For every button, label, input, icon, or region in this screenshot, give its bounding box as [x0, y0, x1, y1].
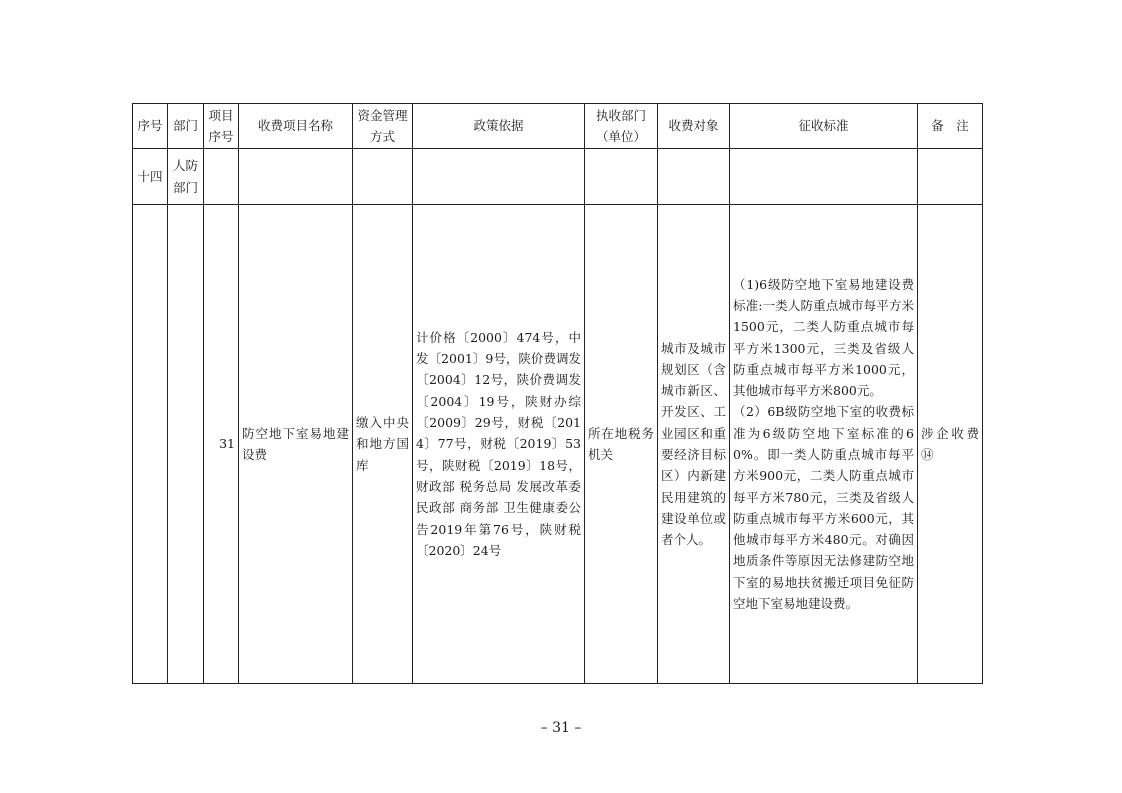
fee-table	[132, 103, 983, 684]
empty-cell	[204, 149, 239, 205]
item-seq: 31	[204, 205, 239, 684]
header-standard: 征收标准	[730, 104, 918, 149]
section-row	[133, 149, 983, 205]
empty-cell	[730, 149, 918, 205]
remark: 涉企收费⑭	[918, 205, 983, 684]
empty-cell	[353, 149, 413, 205]
empty-cell	[413, 149, 585, 205]
header-row	[133, 104, 983, 149]
item-name: 防空地下室易地建设费	[239, 205, 353, 684]
empty-cell	[918, 149, 983, 205]
section-dept: 人防部门	[168, 149, 204, 205]
header-payer: 收费对象	[658, 104, 730, 149]
standard-item-1: （1)6级防空地下室易地建设费标准:一类人防重点城市每平方米1500元，二类人防重点城市每平方米1300元，三类及省级人防重点城市每平方米1000元，其他城市每平方米800元。	[733, 276, 914, 399]
empty-cell	[168, 205, 204, 684]
table-row	[133, 205, 983, 684]
empty-cell	[239, 149, 353, 205]
header-item-name: 收费项目名称	[239, 104, 353, 149]
standard-item-2: （2）6B级防空地下室的收费标准为6级防空地下室标准的60%。即一类人防重点城市每平方米900元，二类人防重点城市每平方米780元，三类及省级人防重点城市每平方米600元，其他城市每平方米480元。对确因地质条件等原因无法修建防空地下室的易地扶贫搬迁项目免征防空地下室易地建设费。	[733, 404, 914, 612]
section-seq: 十四	[133, 149, 168, 205]
header-seq: 序号	[133, 104, 168, 149]
page-number: – 31 –	[540, 720, 582, 736]
header-collector: 执收部门（单位）	[585, 104, 658, 149]
header-item-seq: 项目序号	[204, 104, 239, 149]
header-remark: 备 注	[918, 104, 983, 149]
header-fund-mgmt: 资金管理方式	[353, 104, 413, 149]
empty-cell	[133, 205, 168, 684]
payer: 城市及城市规划区（含城市新区、开发区、工业园区和重要经济目标区）内新建民用建筑的建设单位或者个人。	[658, 205, 730, 684]
standard	[730, 205, 918, 684]
empty-cell	[658, 149, 730, 205]
header-dept: 部门	[168, 104, 204, 149]
fund-mgmt: 缴入中央和地方国库	[353, 205, 413, 684]
header-policy-basis: 政策依据	[413, 104, 585, 149]
empty-cell	[585, 149, 658, 205]
collector: 所在地税务机关	[585, 205, 658, 684]
policy-basis: 计价格〔2000〕474号，中发〔2001〕9号，陕价费调发〔2004〕12号，陕价费调发〔2004〕19号，陕财办综〔2009〕29号，财税〔2014〕77号，财税〔2019〕53号，陕财税〔2019〕18号，财政部 税务总局 发展改革委 民政部 商务部 卫生健康委公告2019年第76号，陕财税〔2020〕24号	[413, 205, 585, 684]
